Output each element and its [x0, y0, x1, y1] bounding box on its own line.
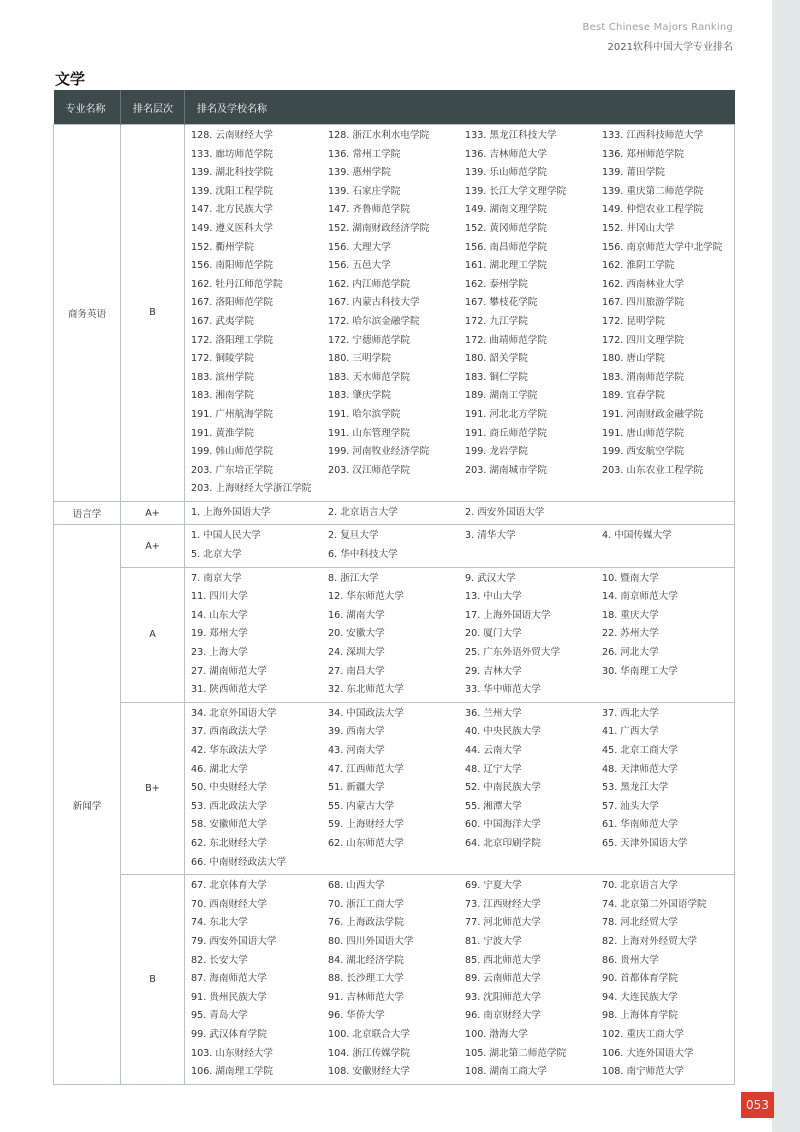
- school-entry: 172. 洛阳理工学院: [191, 334, 273, 346]
- school-entry: 2. 西安外国语大学: [465, 506, 545, 518]
- school-entry: 128. 云南财经大学: [191, 130, 273, 141]
- school-entry: 31. 陕西师范大学: [191, 684, 267, 696]
- table-header-row: [54, 90, 735, 125]
- school-entry: 46. 湖北大学: [191, 763, 248, 775]
- school-entry: 2. 复旦大学: [328, 530, 379, 542]
- table-row: [54, 125, 735, 502]
- school-entry: 167. 洛阳师范学院: [191, 297, 273, 309]
- school-entry: 191. 河南财政金融学院: [602, 408, 704, 420]
- school-entry: 87. 海南师范大学: [191, 973, 267, 985]
- school-entry: 162. 泰州学院: [465, 278, 528, 290]
- school-list: [185, 525, 735, 567]
- school-entry: 7. 南京大学: [191, 572, 242, 584]
- school-entry: 180. 韶关学院: [465, 353, 528, 365]
- school-entry: 139. 湖北科技学院: [191, 167, 273, 179]
- school-entry: 106. 湖南理工学院: [191, 1066, 273, 1078]
- school-entry: 189. 湖南工学院: [465, 390, 538, 402]
- school-entry: 55. 湘潭大学: [465, 800, 522, 812]
- school-entry: 94. 大连民族大学: [602, 991, 678, 1003]
- header-schools: 排名及学校名称: [185, 90, 735, 125]
- school-entry: 167. 四川旅游学院: [602, 297, 684, 309]
- ranking-table: [53, 90, 735, 1085]
- rank-level: A: [121, 567, 185, 702]
- school-entry: 37. 西南政法大学: [191, 726, 267, 738]
- school-entry: 191. 广州航海学院: [191, 408, 273, 420]
- school-entry: 50. 中央财经大学: [191, 782, 267, 794]
- school-entry: 183. 湘南学院: [191, 390, 254, 402]
- school-entry: 183. 铜仁学院: [465, 371, 528, 383]
- school-entry: 162. 牡丹江师范学院: [191, 278, 283, 290]
- school-entry: 25. 广东外语外贸大学: [465, 647, 561, 659]
- school-entry: 189. 宜春学院: [602, 390, 665, 402]
- school-entry: 128. 浙江水利水电学院: [328, 130, 430, 141]
- school-entry: 20. 厦门大学: [465, 628, 522, 640]
- school-entry: 19. 郑州大学: [191, 628, 248, 640]
- major-name: 新闻学: [54, 525, 121, 1084]
- school-entry: 96. 南京财经大学: [465, 1010, 541, 1022]
- school-entry: 156. 大理大学: [328, 241, 391, 253]
- school-entry: 29. 吉林大学: [465, 665, 522, 677]
- school-list: [185, 567, 735, 702]
- school-entry: 139. 长江大学文理学院: [465, 185, 567, 197]
- school-entry: 18. 重庆大学: [602, 609, 659, 621]
- school-entry: 89. 云南师范大学: [465, 973, 541, 985]
- school-entry: 156. 南阳师范学院: [191, 260, 273, 272]
- school-entry: 139. 乐山师范学院: [465, 167, 547, 179]
- school-entry: 191. 河北北方学院: [465, 408, 547, 420]
- school-entry: 66. 中南财经政法大学: [191, 856, 287, 868]
- school-entry: 6. 华中科技大学: [328, 549, 398, 561]
- school-entry: 203. 湖南城市学院: [465, 464, 547, 476]
- school-entry: 22. 苏州大学: [602, 628, 659, 640]
- school-entry: 65. 天津外国语大学: [602, 837, 688, 849]
- school-entry: 183. 天水师范学院: [328, 371, 410, 383]
- school-entry: 77. 河北师范大学: [465, 917, 541, 929]
- school-entry: 108. 安徽财经大学: [328, 1066, 410, 1078]
- school-entry: 74. 东北大学: [191, 917, 248, 929]
- school-entry: 91. 吉林师范大学: [328, 991, 404, 1003]
- school-entry: 191. 商丘师范学院: [465, 427, 547, 439]
- school-entry: 37. 西北大学: [602, 707, 659, 719]
- rank-level: A+: [121, 501, 185, 525]
- school-entry: 1. 上海外国语大学: [191, 506, 271, 518]
- school-entry: 69. 宁夏大学: [465, 880, 522, 892]
- school-entry: 8. 浙江大学: [328, 572, 379, 584]
- school-entry: 81. 宁波大学: [465, 935, 522, 947]
- table-row: [54, 875, 735, 1085]
- school-entry: 23. 上海大学: [191, 647, 248, 659]
- school-entry: 149. 遵义医科大学: [191, 222, 273, 234]
- header-chinese-title: 2021软科中国大学专业排名: [607, 42, 733, 53]
- school-entry: 34. 北京外国语大学: [191, 707, 277, 719]
- school-entry: 133. 黑龙江科技大学: [465, 130, 557, 141]
- header-major: 专业名称: [54, 90, 121, 125]
- school-entry: 16. 湖南大学: [328, 609, 385, 621]
- school-entry: 85. 西北师范大学: [465, 954, 541, 966]
- rank-level: A+: [121, 525, 185, 567]
- school-entry: 59. 上海财经大学: [328, 819, 404, 831]
- school-entry: 106. 大连外国语大学: [602, 1047, 694, 1059]
- school-entry: 180. 三明学院: [328, 353, 391, 365]
- school-entry: 26. 河北大学: [602, 647, 659, 659]
- school-entry: 183. 渭南师范学院: [602, 371, 684, 383]
- school-entry: 10. 暨南大学: [602, 572, 659, 584]
- school-entry: 167. 内蒙古科技大学: [328, 297, 420, 309]
- school-entry: 74. 北京第二外国语学院: [602, 898, 707, 910]
- school-entry: 57. 汕头大学: [602, 800, 659, 812]
- school-entry: 191. 黄淮学院: [191, 427, 254, 439]
- school-entry: 133. 江西科技师范大学: [602, 130, 704, 141]
- school-entry: 139. 沈阳工程学院: [191, 185, 273, 197]
- school-entry: 51. 新疆大学: [328, 782, 385, 794]
- school-entry: 172. 曲靖师范学院: [465, 334, 547, 346]
- school-entry: 99. 武汉体育学院: [191, 1028, 267, 1040]
- school-list: [185, 501, 735, 525]
- school-entry: 152. 井冈山大学: [602, 222, 675, 234]
- school-entry: 24. 深圳大学: [328, 647, 385, 659]
- school-entry: 172. 四川文理学院: [602, 334, 684, 346]
- school-entry: 180. 唐山学院: [602, 353, 665, 365]
- school-entry: 17. 上海外国语大学: [465, 609, 551, 621]
- rank-level: B+: [121, 702, 185, 874]
- school-entry: 93. 沈阳师范大学: [465, 991, 541, 1003]
- school-entry: 78. 河北经贸大学: [602, 917, 678, 929]
- school-entry: 88. 长沙理工大学: [328, 973, 404, 985]
- school-entry: 73. 江西财经大学: [465, 898, 541, 910]
- school-entry: 183. 滨州学院: [191, 371, 254, 383]
- school-entry: 45. 北京工商大学: [602, 745, 678, 756]
- school-entry: 203. 广东培正学院: [191, 464, 273, 476]
- school-entry: 172. 昆明学院: [602, 315, 665, 327]
- major-name: 语言学: [54, 501, 121, 525]
- school-entry: 199. 西安航空学院: [602, 446, 684, 458]
- school-entry: 52. 中南民族大学: [465, 782, 541, 794]
- school-list: [185, 875, 735, 1085]
- major-name: 商务英语: [54, 125, 121, 502]
- school-entry: 30. 华南理工大学: [602, 665, 678, 677]
- school-entry: 149. 仲恺农业工程学院: [602, 204, 704, 216]
- school-entry: 100. 渤海大学: [465, 1028, 528, 1040]
- school-entry: 2. 北京语言大学: [328, 506, 398, 518]
- school-entry: 55. 内蒙古大学: [328, 800, 395, 812]
- header-english-title: Best Chinese Majors Ranking: [582, 22, 733, 33]
- school-entry: 133. 廊坊师范学院: [191, 148, 273, 160]
- school-entry: 95. 青岛大学: [191, 1010, 248, 1022]
- school-entry: 96. 华侨大学: [328, 1010, 385, 1022]
- school-entry: 76. 上海政法学院: [328, 917, 404, 929]
- school-entry: 103. 山东财经大学: [191, 1047, 273, 1059]
- rank-level: B: [121, 875, 185, 1085]
- school-entry: 62. 山东师范大学: [328, 837, 404, 849]
- school-entry: 98. 上海体育学院: [602, 1010, 678, 1022]
- table-row: [54, 501, 735, 525]
- school-entry: 203. 上海财经大学浙江学院: [191, 483, 312, 495]
- school-entry: 33. 华中师范大学: [465, 684, 541, 696]
- school-entry: 156. 南京师范大学中北学院: [602, 241, 723, 253]
- school-entry: 70. 浙江工商大学: [328, 898, 404, 910]
- school-entry: 161. 湖北理工学院: [465, 260, 547, 272]
- school-entry: 42. 华东政法大学: [191, 745, 267, 756]
- school-entry: 12. 华东师范大学: [328, 591, 404, 603]
- school-entry: 58. 安徽师范大学: [191, 819, 267, 831]
- section-title: 文学: [55, 70, 86, 88]
- school-entry: 172. 铜陵学院: [191, 353, 254, 365]
- school-entry: 191. 唐山师范学院: [602, 427, 684, 439]
- school-list: [185, 702, 735, 874]
- school-entry: 14. 山东大学: [191, 609, 248, 621]
- school-entry: 167. 武夷学院: [191, 315, 254, 327]
- school-entry: 183. 肇庆学院: [328, 390, 391, 402]
- school-entry: 149. 湖南文理学院: [465, 204, 547, 216]
- school-entry: 3. 清华大学: [465, 530, 516, 542]
- table-row: [54, 525, 735, 567]
- school-entry: 61. 华南师范大学: [602, 819, 678, 831]
- school-entry: 152. 湖南财政经济学院: [328, 222, 430, 234]
- school-entry: 39. 西南大学: [328, 726, 385, 738]
- school-entry: 203. 汉江师范学院: [328, 464, 410, 476]
- school-entry: 44. 云南大学: [465, 745, 522, 756]
- school-entry: 36. 兰州大学: [465, 707, 522, 719]
- school-entry: 68. 山西大学: [328, 880, 385, 892]
- school-entry: 70. 北京语言大学: [602, 880, 678, 892]
- school-entry: 105. 湖北第二师范学院: [465, 1047, 567, 1059]
- school-entry: 199. 河南牧业经济学院: [328, 446, 430, 458]
- school-entry: 27. 湖南师范大学: [191, 665, 267, 677]
- table-row: [54, 702, 735, 874]
- school-entry: 139. 莆田学院: [602, 167, 665, 179]
- school-entry: 152. 黄冈师范学院: [465, 222, 547, 234]
- school-entry: 43. 河南大学: [328, 745, 385, 756]
- school-entry: 203. 山东农业工程学院: [602, 464, 704, 476]
- school-entry: 41. 广西大学: [602, 726, 659, 738]
- school-entry: 108. 南宁师范大学: [602, 1066, 684, 1078]
- school-entry: 91. 贵州民族大学: [191, 991, 267, 1003]
- school-entry: 152. 衢州学院: [191, 241, 254, 253]
- school-list: [185, 125, 735, 502]
- school-entry: 40. 中央民族大学: [465, 726, 541, 738]
- page-number: 053: [741, 1092, 774, 1118]
- school-entry: 162. 淮阴工学院: [602, 260, 675, 272]
- school-entry: 13. 中山大学: [465, 591, 522, 603]
- school-entry: 139. 重庆第二师范学院: [602, 185, 704, 197]
- school-entry: 191. 山东管理学院: [328, 427, 410, 439]
- school-entry: 20. 安徽大学: [328, 628, 385, 640]
- school-entry: 172. 哈尔滨金融学院: [328, 315, 420, 327]
- school-entry: 147. 北方民族大学: [191, 204, 273, 216]
- school-entry: 48. 天津师范大学: [602, 763, 678, 775]
- school-entry: 100. 北京联合大学: [328, 1028, 410, 1040]
- school-entry: 80. 四川外国语大学: [328, 935, 414, 947]
- school-entry: 53. 西北政法大学: [191, 800, 267, 812]
- school-entry: 70. 西南财经大学: [191, 898, 267, 910]
- school-entry: 64. 北京印刷学院: [465, 837, 541, 849]
- school-entry: 172. 九江学院: [465, 315, 528, 327]
- school-entry: 139. 惠州学院: [328, 167, 391, 179]
- school-entry: 48. 辽宁大学: [465, 763, 522, 775]
- school-entry: 79. 西安外国语大学: [191, 935, 277, 947]
- school-entry: 136. 常州工学院: [328, 148, 401, 160]
- school-entry: 5. 北京大学: [191, 549, 242, 561]
- school-entry: 47. 江西师范大学: [328, 763, 404, 775]
- header-level: 排名层次: [121, 90, 185, 125]
- school-entry: 162. 内江师范学院: [328, 278, 410, 290]
- school-entry: 32. 东北师范大学: [328, 684, 404, 696]
- school-entry: 4. 中国传媒大学: [602, 530, 672, 542]
- rank-level: B: [121, 125, 185, 502]
- school-entry: 199. 龙岩学院: [465, 446, 528, 458]
- school-entry: 27. 南昌大学: [328, 665, 385, 677]
- school-entry: 84. 湖北经济学院: [328, 954, 404, 966]
- school-entry: 136. 郑州师范学院: [602, 148, 684, 160]
- school-entry: 9. 武汉大学: [465, 572, 516, 584]
- school-entry: 156. 南昌师范学院: [465, 241, 547, 253]
- school-entry: 60. 中国海洋大学: [465, 819, 541, 831]
- school-entry: 172. 宁德师范学院: [328, 334, 410, 346]
- school-entry: 139. 石家庄学院: [328, 185, 401, 197]
- school-entry: 162. 西南林业大学: [602, 278, 684, 290]
- page-side-bar: [772, 0, 800, 1132]
- school-entry: 147. 齐鲁师范学院: [328, 204, 410, 216]
- school-entry: 14. 南京师范大学: [602, 591, 678, 603]
- table-row: [54, 567, 735, 702]
- school-entry: 104. 浙江传媒学院: [328, 1047, 410, 1059]
- school-entry: 82. 长安大学: [191, 954, 248, 966]
- school-entry: 136. 吉林师范大学: [465, 148, 547, 160]
- school-entry: 86. 贵州大学: [602, 954, 659, 966]
- school-entry: 67. 北京体育大学: [191, 880, 267, 892]
- school-entry: 1. 中国人民大学: [191, 530, 261, 542]
- school-entry: 156. 五邑大学: [328, 260, 391, 272]
- school-entry: 34. 中国政法大学: [328, 707, 404, 719]
- school-entry: 90. 首都体育学院: [602, 973, 678, 985]
- school-entry: 199. 韩山师范学院: [191, 446, 273, 458]
- school-entry: 191. 哈尔滨学院: [328, 408, 401, 420]
- school-entry: 108. 湖南工商大学: [465, 1066, 547, 1078]
- school-entry: 167. 攀枝花学院: [465, 297, 538, 309]
- school-entry: 11. 四川大学: [191, 591, 248, 603]
- school-entry: 102. 重庆工商大学: [602, 1028, 684, 1040]
- school-entry: 82. 上海对外经贸大学: [602, 935, 698, 947]
- school-entry: 53. 黑龙江大学: [602, 782, 669, 794]
- school-entry: 62. 东北财经大学: [191, 837, 267, 849]
